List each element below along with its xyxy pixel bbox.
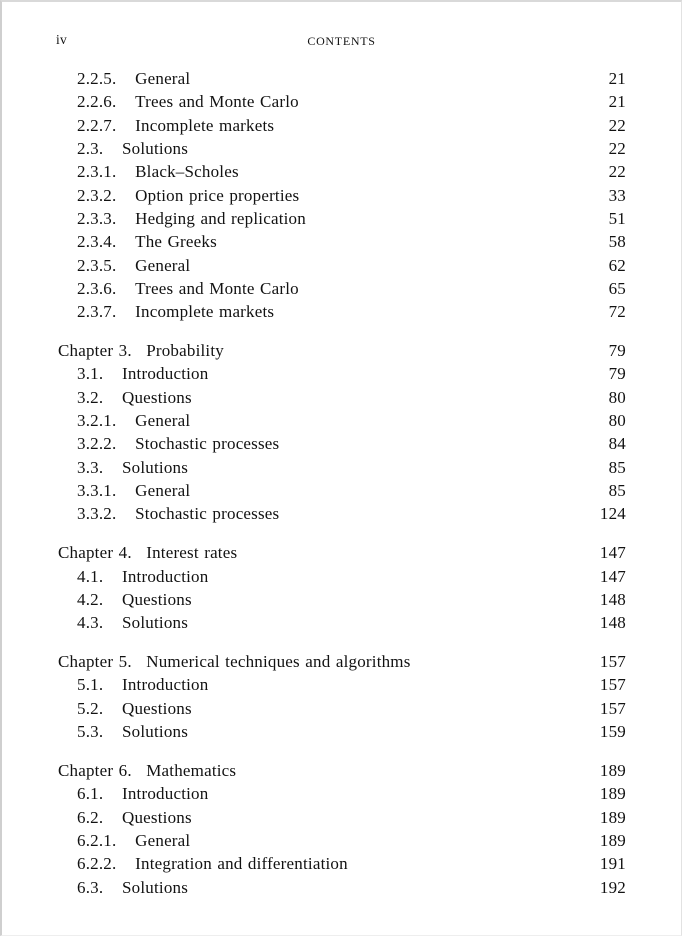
section-title: The Greeks [135, 232, 217, 252]
section-title: Questions [122, 387, 192, 407]
section-title: Incomplete markets [135, 302, 275, 322]
toc-section-entry [2, 277, 681, 300]
toc-section-entry [2, 160, 681, 183]
toc-section-entry [2, 137, 681, 160]
chapter-page-number: 189 [599, 760, 626, 780]
section-title: Trees and Monte Carlo [135, 278, 299, 298]
section-title: Solutions [122, 613, 189, 633]
section-page-number: 192 [599, 877, 626, 897]
section-number: 4.3. [77, 613, 104, 633]
section-title: Introduction [122, 364, 209, 384]
toc-section-entry [2, 90, 681, 113]
section-page-number: 85 [608, 481, 626, 501]
toc-section-entry [2, 720, 681, 743]
toc-chapter-group [2, 759, 681, 899]
toc-section-entry [2, 782, 681, 805]
section-number: 3.2.1. [77, 411, 117, 431]
section-page-number: 58 [608, 232, 626, 252]
section-number: 2.3.2. [77, 185, 117, 205]
toc-section-entry [2, 611, 681, 634]
section-page-number: 124 [599, 504, 626, 524]
section-title: General [135, 411, 191, 431]
section-number: 3.1. [77, 364, 104, 384]
section-page-number: 79 [608, 364, 626, 384]
section-number: 2.2.5. [77, 69, 117, 88]
page-number-roman: iv [56, 32, 67, 47]
toc-chapter-group [2, 339, 681, 526]
section-page-number: 148 [599, 613, 626, 633]
toc-chapter-entry [2, 650, 681, 673]
section-number: 2.3.1. [77, 162, 117, 182]
section-number: 2.3. [77, 138, 104, 158]
section-title: Incomplete markets [135, 115, 275, 135]
toc-section-entry [2, 829, 681, 852]
section-page-number: 21 [608, 92, 626, 112]
chapter-number: Chapter 3. [58, 341, 132, 361]
section-title: Stochastic processes [135, 434, 280, 454]
chapter-page-number: 157 [599, 652, 626, 672]
toc-section-entry [2, 697, 681, 720]
section-title: Introduction [122, 675, 209, 695]
section-page-number: 22 [608, 138, 626, 158]
section-page-number: 22 [608, 115, 626, 135]
section-number: 6.1. [77, 784, 104, 804]
section-number: 6.2.2. [77, 854, 117, 874]
toc-chapter-group [2, 650, 681, 743]
section-title: Trees and Monte Carlo [135, 92, 299, 112]
section-title: General [135, 830, 191, 850]
section-title: Introduction [122, 784, 209, 804]
toc-section-entry [2, 876, 681, 899]
section-page-number: 189 [599, 807, 626, 827]
running-title: CONTENTS [307, 34, 376, 48]
section-title: Hedging and replication [135, 208, 306, 228]
section-title: General [135, 481, 191, 501]
toc-section-entry [2, 806, 681, 829]
section-title: Stochastic processes [135, 504, 280, 524]
chapter-title: Mathematics [146, 760, 237, 780]
toc-section-entry [2, 852, 681, 875]
section-number: 2.2.7. [77, 115, 117, 135]
section-page-number: 189 [599, 830, 626, 850]
section-number: 5.2. [77, 698, 104, 718]
toc-section-entry [2, 67, 681, 90]
toc-chapter-entry [2, 339, 681, 362]
chapter-title: Numerical techniques and algorithms [146, 652, 411, 672]
toc-section-entry [2, 502, 681, 525]
chapter-number: Chapter 6. [58, 760, 132, 780]
chapter-page-number: 79 [608, 341, 626, 361]
section-number: 2.3.6. [77, 278, 117, 298]
section-page-number: 62 [608, 255, 626, 275]
section-title: General [135, 69, 191, 88]
section-title: Questions [122, 807, 192, 827]
chapter-number: Chapter 5. [58, 652, 132, 672]
section-page-number: 148 [599, 589, 626, 609]
chapter-title: Interest rates [146, 543, 238, 563]
section-number: 6.3. [77, 877, 104, 897]
section-page-number: 22 [608, 162, 626, 182]
section-page-number: 85 [608, 457, 626, 477]
section-number: 3.3.2. [77, 504, 117, 524]
section-number: 5.3. [77, 722, 104, 742]
section-number: 4.1. [77, 566, 104, 586]
section-number: 6.2.1. [77, 830, 117, 850]
chapter-page-number: 147 [599, 543, 626, 563]
section-page-number: 84 [608, 434, 626, 454]
toc-section-entry [2, 565, 681, 588]
section-number: 2.3.7. [77, 302, 117, 322]
section-number: 4.2. [77, 589, 104, 609]
toc-section-entry [2, 254, 681, 277]
section-page-number: 157 [599, 698, 626, 718]
page-header [2, 2, 681, 67]
toc-section-entry [2, 409, 681, 432]
section-page-number: 191 [599, 854, 626, 874]
section-page-number: 72 [608, 302, 626, 322]
section-number: 3.3.1. [77, 481, 117, 501]
toc-chapter-group [2, 541, 681, 634]
section-title: Questions [122, 698, 192, 718]
section-page-number: 189 [599, 784, 626, 804]
toc-section-entry [2, 432, 681, 455]
section-number: 2.3.3. [77, 208, 117, 228]
toc-chapter-entry [2, 541, 681, 564]
section-page-number: 80 [608, 387, 626, 407]
section-title: Introduction [122, 566, 209, 586]
toc-list [2, 67, 681, 899]
section-number: 6.2. [77, 807, 104, 827]
toc-section-entry [2, 362, 681, 385]
section-page-number: 80 [608, 411, 626, 431]
section-title: Solutions [122, 457, 189, 477]
section-number: 3.2. [77, 387, 104, 407]
section-title: Black–Scholes [135, 162, 239, 182]
toc-section-entry [2, 207, 681, 230]
section-title: Solutions [122, 877, 189, 897]
section-number: 2.3.4. [77, 232, 117, 252]
section-page-number: 21 [608, 69, 626, 88]
section-title: Solutions [122, 138, 189, 158]
toc-section-entry [2, 114, 681, 137]
toc-section-entry [2, 300, 681, 323]
section-title: Integration and differentiation [135, 854, 348, 874]
section-page-number: 65 [608, 278, 626, 298]
section-number: 5.1. [77, 675, 104, 695]
toc-section-entry [2, 184, 681, 207]
section-page-number: 157 [599, 675, 626, 695]
toc-section-entry [2, 230, 681, 253]
toc-section-entry [2, 673, 681, 696]
toc-section-entry [2, 588, 681, 611]
toc-chapter-group [2, 67, 681, 324]
toc-section-entry [2, 386, 681, 409]
section-title: Option price properties [135, 185, 300, 205]
section-number: 2.3.5. [77, 255, 117, 275]
section-number: 2.2.6. [77, 92, 117, 112]
section-number: 3.3. [77, 457, 104, 477]
toc-chapter-entry [2, 759, 681, 782]
section-title: General [135, 255, 191, 275]
chapter-number: Chapter 4. [58, 543, 132, 563]
section-title: Questions [122, 589, 192, 609]
section-page-number: 147 [599, 566, 626, 586]
section-number: 3.2.2. [77, 434, 117, 454]
toc-section-entry [2, 456, 681, 479]
section-page-number: 33 [608, 185, 626, 205]
chapter-title: Probability [146, 341, 224, 361]
toc-section-entry [2, 479, 681, 502]
section-page-number: 51 [608, 208, 626, 228]
section-title: Solutions [122, 722, 189, 742]
section-page-number: 159 [599, 722, 626, 742]
